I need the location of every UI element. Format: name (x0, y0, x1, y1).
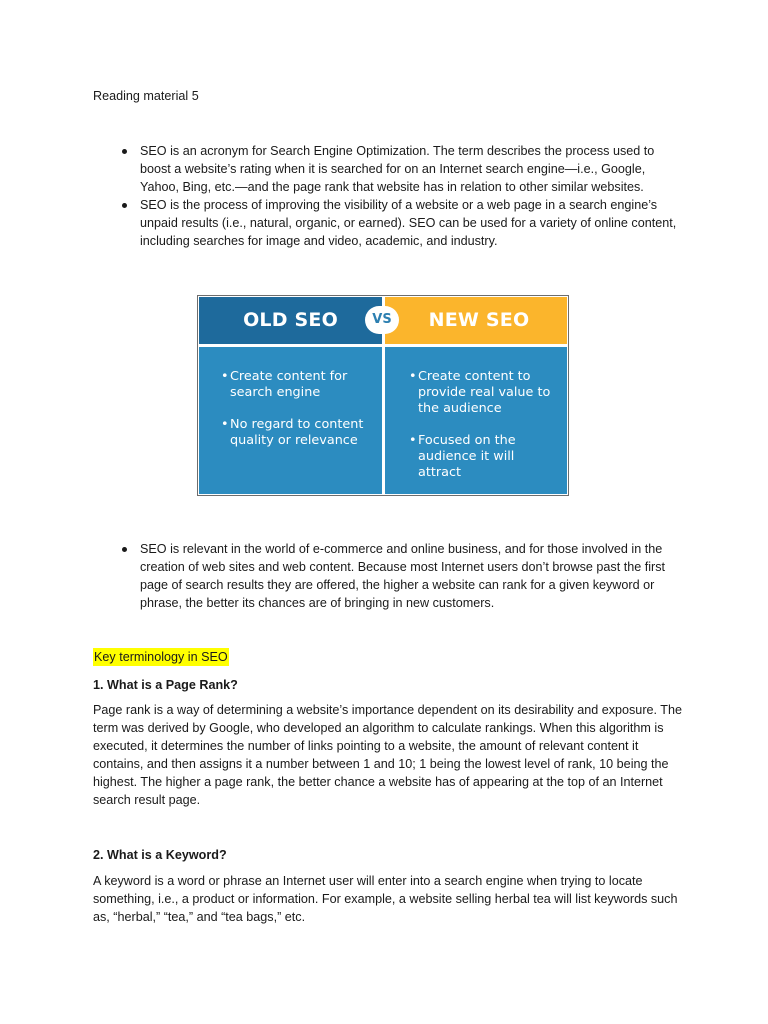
old-seo-body (199, 347, 382, 494)
intro-bullet-list (120, 142, 680, 250)
new-seo-point: • Focused on the audience it will attract (409, 433, 559, 481)
relevance-bullet-list (120, 540, 680, 612)
old-seo-point: • No regard to content quality or relevance (221, 417, 371, 449)
old-seo-title: OLD SEO (243, 309, 338, 331)
old-seo-points (221, 369, 371, 465)
new-seo-point: • Create content to provide real value to the audience (409, 369, 559, 417)
key-terminology-heading: Key terminology in SEO (94, 650, 228, 664)
section-heading-keyword: 2. What is a Keyword? (93, 848, 227, 862)
new-seo-header (385, 297, 567, 344)
document-title: Reading material 5 (93, 89, 199, 103)
old-seo-point: • Create content for search engine (221, 369, 371, 401)
section-heading-page-rank: 1. What is a Page Rank? (93, 678, 238, 692)
old-seo-header (199, 297, 382, 344)
section-body-page-rank: Page rank is a way of determining a website’s importance dependent on its desirability and exposure. The term was derived by Google, who developed an algorithm to calculate rankings. When this algorithm is executed, it determines the number of links pointing to a website, the amount of relevant content it contains, and then assigns it a number between 1 and 10; 1 being the lowest level of rank, 10 being the highest. The higher a page rank, the better chance a website has of appearing at the top of an Internet search result page. (93, 703, 682, 807)
vs-badge: VS (365, 306, 399, 334)
bullet-item: SEO is relevant in the world of e-commerce and online business, and for those involved in the creation of web sites and web content. Because most Internet users don’t browse past the first page of search results they are offered, the higher a website can rank for a given keyword or phrase, the better its chances are of bringing in new customers. (120, 540, 680, 612)
section-body-keyword: A keyword is a word or phrase an Internet user will enter into a search engine when trying to locate something, i.e., a product or information. For example, a website selling herbal tea will list keywords such as, “herbal,” “tea,” and “tea bags,” etc. (93, 874, 678, 924)
new-seo-title: NEW SEO (428, 309, 530, 331)
new-seo-body (385, 347, 567, 494)
old-vs-new-seo-graphic (197, 295, 569, 496)
new-seo-points (409, 369, 559, 497)
bullet-item: SEO is the process of improving the visibility of a website or a web page in a search engine’s unpaid results (i.e., natural, organic, or earned). SEO can be used for a variety of online content, including searches for image and video, academic, and industry. (120, 196, 680, 250)
bullet-item: SEO is an acronym for Search Engine Optimization. The term describes the process used to boost a website’s rating when it is searched for on an Internet search engine—i.e., Google, Yahoo, Bing, etc.—and the page rank that website has in relation to other similar websites. (120, 142, 680, 196)
